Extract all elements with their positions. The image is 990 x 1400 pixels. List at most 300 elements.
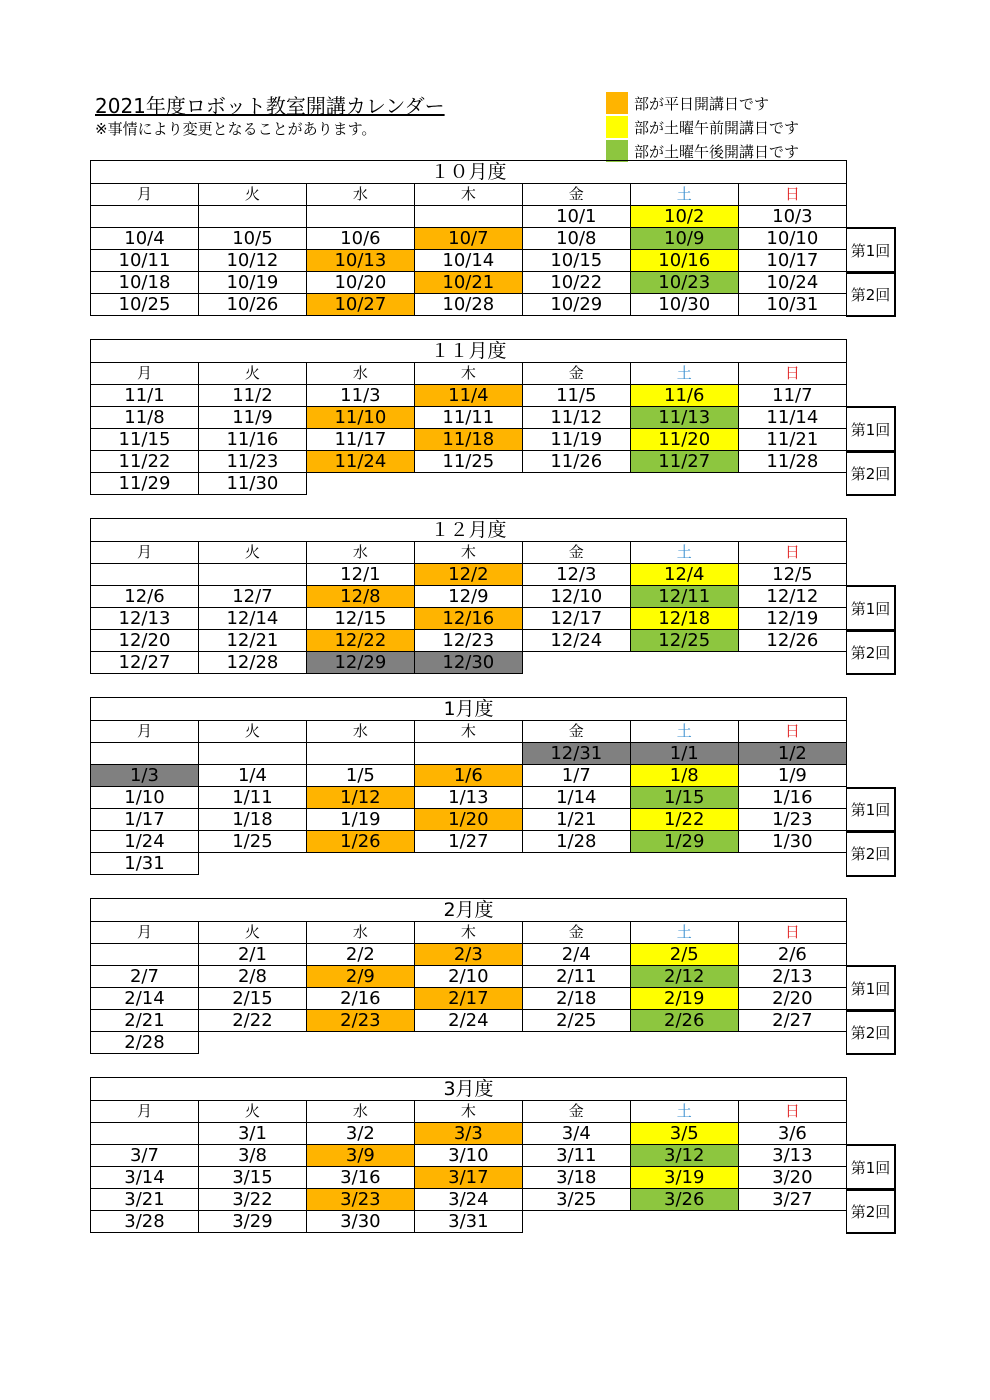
date-cell: 3/24 [414,1189,522,1211]
weekday-header: 日 [738,363,846,385]
date-cell: 10/4 [91,228,199,250]
date-cell: 2/16 [306,988,414,1010]
empty-space [630,1032,738,1054]
date-cell: 11/4 [414,385,522,407]
date-cell: 11/29 [91,473,199,495]
weekday-header: 火 [198,721,306,743]
empty-space [630,473,738,495]
date-cell: 3/10 [414,1145,522,1167]
month-title: 2月度 [91,899,847,922]
week-row [91,765,847,787]
date-cell: 12/11 [630,586,738,608]
date-cell: 1/12 [306,787,414,809]
date-cell: 2/13 [738,966,846,988]
date-cell: 10/20 [306,272,414,294]
date-cell: 11/9 [198,407,306,429]
week-row [91,1010,847,1032]
date-cell: 3/18 [522,1167,630,1189]
date-cell [306,206,414,228]
week-row [91,787,847,809]
date-cell: 12/17 [522,608,630,630]
weekday-header: 木 [414,363,522,385]
empty-space [414,853,522,875]
date-cell: 3/23 [306,1189,414,1211]
date-cell [91,743,199,765]
month-title: 1月度 [91,698,847,721]
empty-space [414,1032,522,1054]
week-row [91,988,847,1010]
date-cell: 12/19 [738,608,846,630]
date-cell: 11/25 [414,451,522,473]
date-cell: 1/5 [306,765,414,787]
empty-space [306,853,414,875]
date-cell: 11/21 [738,429,846,451]
week-row [91,385,847,407]
date-cell: 12/30 [414,652,522,674]
legend-sat-pm [606,140,799,162]
date-cell: 12/27 [91,652,199,674]
date-cell: 12/22 [306,630,414,652]
week-row [91,1211,847,1233]
legend-weekday [606,92,769,114]
session-label: 第2回 [846,451,896,497]
date-cell: 11/12 [522,407,630,429]
date-cell: 12/23 [414,630,522,652]
date-cell: 1/22 [630,809,738,831]
weekday-header: 日 [738,542,846,564]
month-table [90,160,847,316]
date-cell: 1/14 [522,787,630,809]
week-row [91,743,847,765]
week-row [91,944,847,966]
date-cell: 1/15 [630,787,738,809]
date-cell: 1/24 [91,831,199,853]
date-cell: 3/1 [198,1123,306,1145]
date-cell: 3/13 [738,1145,846,1167]
date-cell: 3/5 [630,1123,738,1145]
weekday-header: 火 [198,1101,306,1123]
weekday-header: 金 [522,721,630,743]
weekday-header: 土 [630,922,738,944]
date-cell: 2/23 [306,1010,414,1032]
date-cell: 10/13 [306,250,414,272]
weekday-header: 火 [198,922,306,944]
weekday-header: 土 [630,1101,738,1123]
date-cell: 1/9 [738,765,846,787]
date-cell: 3/29 [198,1211,306,1233]
weekday-header: 月 [91,1101,199,1123]
date-cell [91,1123,199,1145]
legend-sat-am [606,116,799,138]
session-label: 第1回 [846,406,896,452]
weekday-header: 金 [522,184,630,206]
date-cell: 12/25 [630,630,738,652]
date-cell: 3/9 [306,1145,414,1167]
date-cell: 11/30 [198,473,306,495]
legend-text: 部が平日開講日です [634,94,770,113]
empty-space [738,853,846,875]
date-cell: 10/23 [630,272,738,294]
date-cell: 11/19 [522,429,630,451]
empty-space [522,473,630,495]
date-cell: 10/15 [522,250,630,272]
session-label: 第2回 [846,1189,896,1235]
month-block [90,339,847,495]
weekday-header: 水 [306,184,414,206]
weekday-header: 日 [738,1101,846,1123]
date-cell: 3/7 [91,1145,199,1167]
date-cell: 10/26 [198,294,306,316]
empty-space [414,473,522,495]
weekday-header: 金 [522,542,630,564]
week-row [91,294,847,316]
date-cell: 10/1 [522,206,630,228]
legend-text: 部が土曜午後開講日です [634,142,800,161]
date-cell: 12/3 [522,564,630,586]
date-cell: 11/3 [306,385,414,407]
week-row [91,608,847,630]
weekday-header: 木 [414,721,522,743]
empty-space [522,652,630,674]
date-cell: 12/9 [414,586,522,608]
week-row [91,853,847,875]
weekday-header: 月 [91,184,199,206]
date-cell: 2/27 [738,1010,846,1032]
empty-space [630,652,738,674]
week-row [91,966,847,988]
weekday-header: 木 [414,184,522,206]
session-label: 第1回 [846,965,896,1011]
date-cell: 3/11 [522,1145,630,1167]
date-cell [91,944,199,966]
date-cell: 1/13 [414,787,522,809]
date-cell: 2/12 [630,966,738,988]
week-row [91,250,847,272]
date-cell: 1/25 [198,831,306,853]
date-cell: 3/20 [738,1167,846,1189]
date-cell: 2/19 [630,988,738,1010]
empty-space [738,652,846,674]
empty-space [306,473,414,495]
date-cell: 10/31 [738,294,846,316]
date-cell: 11/22 [91,451,199,473]
weekday-header: 火 [198,542,306,564]
date-cell: 3/31 [414,1211,522,1233]
date-cell: 2/17 [414,988,522,1010]
empty-space [198,853,306,875]
week-row [91,1145,847,1167]
date-cell: 1/1 [630,743,738,765]
month-title: １０月度 [91,161,847,184]
week-row [91,1032,847,1054]
date-cell: 2/1 [198,944,306,966]
date-cell: 10/14 [414,250,522,272]
week-row [91,228,847,250]
weekday-header: 水 [306,542,414,564]
month-title: 3月度 [91,1078,847,1101]
empty-space [522,1211,630,1233]
date-cell: 11/20 [630,429,738,451]
date-cell: 1/28 [522,831,630,853]
legend-swatch-yellow [606,116,628,138]
date-cell: 1/17 [91,809,199,831]
date-cell: 3/30 [306,1211,414,1233]
weekday-header: 木 [414,922,522,944]
date-cell: 12/15 [306,608,414,630]
date-cell [198,743,306,765]
date-cell: 2/6 [738,944,846,966]
disclaimer-note: ※事情により変更となることがあります。 [95,120,377,138]
weekday-header: 火 [198,363,306,385]
date-cell: 10/18 [91,272,199,294]
date-cell: 3/3 [414,1123,522,1145]
date-cell: 12/31 [522,743,630,765]
weekday-header: 金 [522,363,630,385]
date-cell: 3/26 [630,1189,738,1211]
month-block [90,518,847,674]
date-cell: 10/3 [738,206,846,228]
date-cell: 2/3 [414,944,522,966]
date-cell: 11/16 [198,429,306,451]
date-cell: 12/18 [630,608,738,630]
date-cell: 1/21 [522,809,630,831]
empty-space [522,1032,630,1054]
empty-space [738,1032,846,1054]
date-cell: 11/8 [91,407,199,429]
date-cell [414,206,522,228]
date-cell: 12/16 [414,608,522,630]
date-cell: 2/18 [522,988,630,1010]
date-cell [306,743,414,765]
date-cell: 2/7 [91,966,199,988]
date-cell [414,743,522,765]
date-cell: 3/2 [306,1123,414,1145]
date-cell [91,564,199,586]
month-block [90,697,847,875]
date-cell: 10/16 [630,250,738,272]
date-cell: 2/20 [738,988,846,1010]
date-cell: 1/4 [198,765,306,787]
empty-space [738,1211,846,1233]
date-cell: 12/2 [414,564,522,586]
date-cell: 11/13 [630,407,738,429]
date-cell: 2/26 [630,1010,738,1032]
date-cell: 11/2 [198,385,306,407]
date-cell: 11/26 [522,451,630,473]
date-cell: 3/28 [91,1211,199,1233]
date-cell: 11/11 [414,407,522,429]
weekday-header: 金 [522,1101,630,1123]
date-cell: 1/3 [91,765,199,787]
week-row [91,831,847,853]
date-cell: 11/6 [630,385,738,407]
date-cell: 10/5 [198,228,306,250]
date-cell: 10/30 [630,294,738,316]
weekday-header: 水 [306,721,414,743]
month-block [90,1077,847,1233]
date-cell: 1/16 [738,787,846,809]
date-cell: 11/5 [522,385,630,407]
date-cell: 12/4 [630,564,738,586]
date-cell: 1/30 [738,831,846,853]
date-cell: 2/24 [414,1010,522,1032]
date-cell: 3/15 [198,1167,306,1189]
weekday-header: 水 [306,1101,414,1123]
weekday-header: 土 [630,721,738,743]
date-cell: 3/27 [738,1189,846,1211]
month-table [90,518,847,674]
date-cell: 3/17 [414,1167,522,1189]
date-cell: 12/6 [91,586,199,608]
session-label: 第1回 [846,787,896,833]
date-cell: 12/5 [738,564,846,586]
date-cell: 12/28 [198,652,306,674]
date-cell: 12/8 [306,586,414,608]
date-cell: 1/7 [522,765,630,787]
date-cell: 1/6 [414,765,522,787]
empty-space [630,853,738,875]
date-cell: 2/9 [306,966,414,988]
date-cell: 3/8 [198,1145,306,1167]
date-cell: 10/10 [738,228,846,250]
date-cell [198,564,306,586]
date-cell: 10/28 [414,294,522,316]
date-cell: 2/10 [414,966,522,988]
weekday-header: 月 [91,542,199,564]
page-title: 2021年度ロボット教室開講カレンダー [95,94,445,118]
date-cell: 11/15 [91,429,199,451]
week-row [91,429,847,451]
session-label: 第2回 [846,831,896,877]
date-cell: 1/8 [630,765,738,787]
date-cell: 12/1 [306,564,414,586]
weekday-header: 月 [91,922,199,944]
date-cell: 10/9 [630,228,738,250]
month-block [90,898,847,1054]
date-cell: 2/15 [198,988,306,1010]
date-cell: 2/4 [522,944,630,966]
date-cell: 10/6 [306,228,414,250]
date-cell: 12/7 [198,586,306,608]
session-label: 第2回 [846,272,896,318]
session-label: 第1回 [846,585,896,631]
session-label: 第2回 [846,1010,896,1056]
date-cell: 3/14 [91,1167,199,1189]
date-cell: 10/24 [738,272,846,294]
week-row [91,1189,847,1211]
week-row [91,473,847,495]
date-cell: 10/7 [414,228,522,250]
session-label: 第1回 [846,227,896,273]
date-cell: 10/17 [738,250,846,272]
week-row [91,1123,847,1145]
month-table [90,339,847,495]
date-cell: 10/27 [306,294,414,316]
week-row [91,630,847,652]
date-cell: 11/17 [306,429,414,451]
week-row [91,407,847,429]
date-cell: 10/19 [198,272,306,294]
empty-space [198,1032,306,1054]
date-cell: 1/27 [414,831,522,853]
weekday-header: 日 [738,721,846,743]
session-label: 第1回 [846,1144,896,1190]
month-title: １２月度 [91,519,847,542]
date-cell: 1/10 [91,787,199,809]
date-cell: 2/2 [306,944,414,966]
date-cell: 10/8 [522,228,630,250]
date-cell: 11/10 [306,407,414,429]
empty-space [630,1211,738,1233]
weekday-header: 土 [630,542,738,564]
weekday-header: 月 [91,721,199,743]
month-table [90,697,847,875]
month-table [90,898,847,1054]
date-cell: 1/23 [738,809,846,831]
date-cell: 12/29 [306,652,414,674]
date-cell: 3/21 [91,1189,199,1211]
date-cell: 2/25 [522,1010,630,1032]
week-row [91,809,847,831]
date-cell: 12/20 [91,630,199,652]
date-cell: 1/2 [738,743,846,765]
date-cell: 12/13 [91,608,199,630]
date-cell: 2/8 [198,966,306,988]
date-cell: 3/19 [630,1167,738,1189]
date-cell: 11/18 [414,429,522,451]
date-cell: 12/26 [738,630,846,652]
empty-space [738,473,846,495]
week-row [91,564,847,586]
date-cell: 2/21 [91,1010,199,1032]
date-cell: 2/22 [198,1010,306,1032]
date-cell: 10/11 [91,250,199,272]
date-cell: 10/21 [414,272,522,294]
weekday-header: 月 [91,363,199,385]
date-cell: 1/19 [306,809,414,831]
date-cell: 1/31 [91,853,199,875]
weekday-header: 木 [414,1101,522,1123]
week-row [91,272,847,294]
week-row [91,586,847,608]
date-cell: 1/18 [198,809,306,831]
weekday-header: 土 [630,184,738,206]
weekday-header: 水 [306,922,414,944]
date-cell: 1/11 [198,787,306,809]
session-label: 第2回 [846,630,896,676]
date-cell: 1/20 [414,809,522,831]
empty-space [522,853,630,875]
weekday-header: 金 [522,922,630,944]
weekday-header: 日 [738,184,846,206]
date-cell: 10/22 [522,272,630,294]
date-cell: 11/28 [738,451,846,473]
date-cell: 3/12 [630,1145,738,1167]
date-cell: 11/27 [630,451,738,473]
month-title: １１月度 [91,340,847,363]
date-cell [91,206,199,228]
date-cell: 11/1 [91,385,199,407]
weekday-header: 日 [738,922,846,944]
week-row [91,206,847,228]
empty-space [306,1032,414,1054]
date-cell [198,206,306,228]
date-cell: 2/5 [630,944,738,966]
date-cell: 2/11 [522,966,630,988]
date-cell: 12/10 [522,586,630,608]
date-cell: 10/25 [91,294,199,316]
date-cell: 11/7 [738,385,846,407]
